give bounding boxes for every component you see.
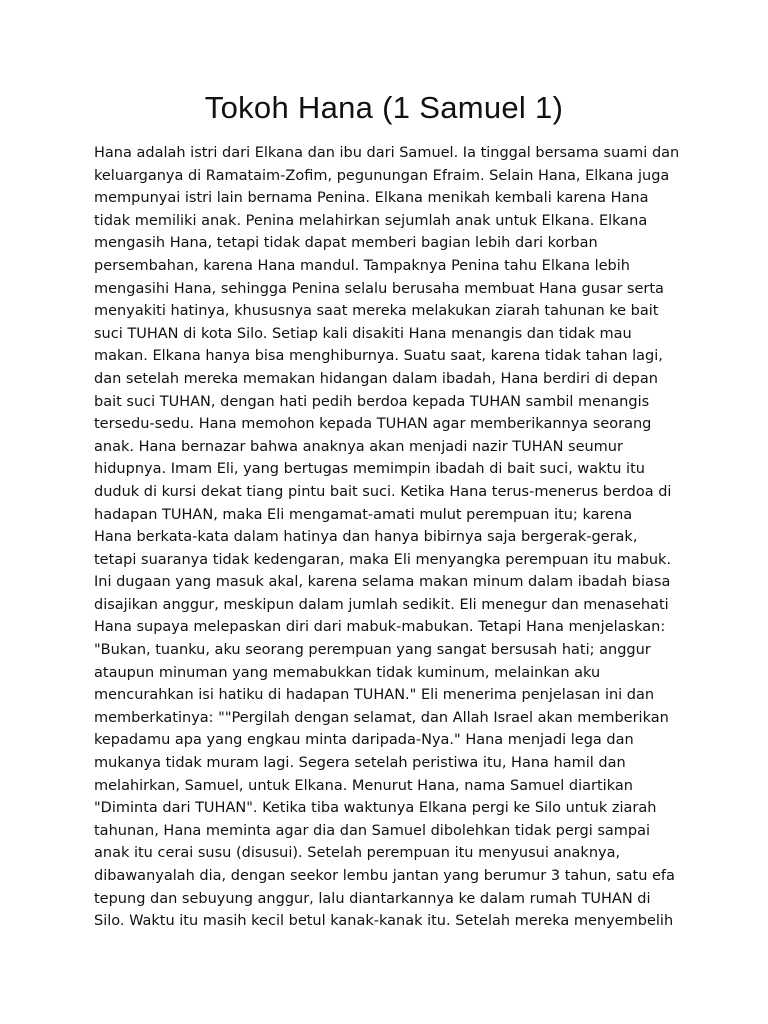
- text-line: "Diminta dari TUHAN". Ketika tiba waktunya Elkana pergi ke Silo untuk ziarah: [94, 800, 657, 817]
- text-line: ataupun minuman yang memabukkan tidak kuminum, melainkan aku: [94, 664, 601, 681]
- text-line: anak. Hana bernazar bahwa anaknya akan menjadi nazir TUHAN seumur: [94, 438, 623, 455]
- text-line: Hana supaya melepaskan diri dari mabuk-mabukan. Tetapi Hana menjelaskan:: [94, 619, 666, 636]
- text-line: Ini dugaan yang masuk akal, karena selama makan minum dalam ibadah biasa: [94, 574, 671, 591]
- text-line: memberkatinya: ""Pergilah dengan selamat, dan Allah Israel akan memberikan: [94, 709, 669, 726]
- text-line: mempunyai istri lain bernama Penina. Elkana menikah kembali karena Hana: [94, 190, 649, 207]
- text-line: tersedu-sedu. Hana memohon kepada TUHAN agar memberikannya seorang: [94, 416, 652, 433]
- body-paragraph: [94, 142, 694, 933]
- text-line: "Bukan, tuanku, aku seorang perempuan yang sangat bersusah hati; anggur: [94, 642, 651, 659]
- text-line: Hana adalah istri dari Elkana dan ibu dari Samuel. Ia tinggal bersama suami dan: [94, 145, 680, 161]
- text-line: menyakiti hatinya, khususnya saat mereka melakukan ziarah tahunan ke bait: [94, 303, 659, 320]
- text-line: persembahan, karena Hana mandul. Tampaknya Penina tahu Elkana lebih: [94, 257, 630, 274]
- text-line: dan setelah mereka memakan hidangan dalam ibadah, Hana berdiri di depan: [94, 370, 658, 387]
- page-title: Tokoh Hana (1 Samuel 1): [204, 90, 564, 125]
- text-line: makan. Elkana hanya bisa menghiburnya. Suatu saat, karena tidak tahan lagi,: [94, 348, 663, 365]
- text-line: tidak memiliki anak. Penina melahirkan sejumlah anak untuk Elkana. Elkana: [94, 212, 648, 229]
- text-line: suci TUHAN di kota Silo. Setiap kali disakiti Hana menangis dan tidak mau: [94, 325, 632, 342]
- text-line: Silo. Waktu itu masih kecil betul kanak-kanak itu. Setelah mereka menyembelih: [94, 913, 674, 930]
- text-line: Hana berkata-kata dalam hatinya dan hanya bibirnya saja bergerak-gerak,: [94, 529, 638, 546]
- text-line: duduk di kursi dekat tiang pintu bait suci. Ketika Hana terus-menerus berdoa di: [94, 483, 672, 500]
- text-line: disajikan anggur, meskipun dalam jumlah sedikit. Eli menegur dan menasehati: [94, 596, 669, 613]
- text-line: mengasihi Hana, sehingga Penina selalu berusaha membuat Hana gusar serta: [94, 280, 664, 297]
- text-line: keluarganya di Ramataim-Zofim, pegunungan Efraim. Selain Hana, Elkana juga: [94, 167, 670, 184]
- text-line: hadapan TUHAN, maka Eli mengamat-amati mulut perempuan itu; karena: [94, 506, 633, 523]
- text-line: hidupnya. Imam Eli, yang bertugas memimpin ibadah di bait suci, waktu itu: [94, 461, 645, 478]
- text-line: mencurahkan isi hatiku di hadapan TUHAN." Eli menerima penjelasan ini dan: [94, 687, 655, 704]
- text-line: melahirkan, Samuel, untuk Elkana. Menurut Hana, nama Samuel diartikan: [94, 777, 633, 794]
- text-line: tetapi suaranya tidak kedengaran, maka Eli menyangka perempuan itu mabuk.: [94, 551, 672, 568]
- text-line: tahunan, Hana meminta agar dia dan Samuel dibolehkan tidak pergi sampai: [94, 822, 651, 839]
- text-line: tepung dan sebuyung anggur, lalu diantarkannya ke dalam rumah TUHAN di: [94, 890, 651, 907]
- text-line: dibawanyalah dia, dengan seekor lembu jantan yang berumur 3 tahun, satu efa: [94, 868, 675, 884]
- text-line: bait suci TUHAN, dengan hati pedih berdoa kepada TUHAN sambil menangis: [94, 393, 650, 410]
- text-line: mukanya tidak muram lagi. Segera setelah peristiwa itu, Hana hamil dan: [94, 755, 626, 772]
- text-line: mengasih Hana, tetapi tidak dapat memberi bagian lebih dari korban: [94, 235, 598, 252]
- text-line: anak itu cerai susu (disusui). Setelah perempuan itu menyusui anaknya,: [94, 845, 621, 862]
- text-line: kepadamu apa yang engkau minta daripada-Nya." Hana menjadi lega dan: [94, 732, 634, 749]
